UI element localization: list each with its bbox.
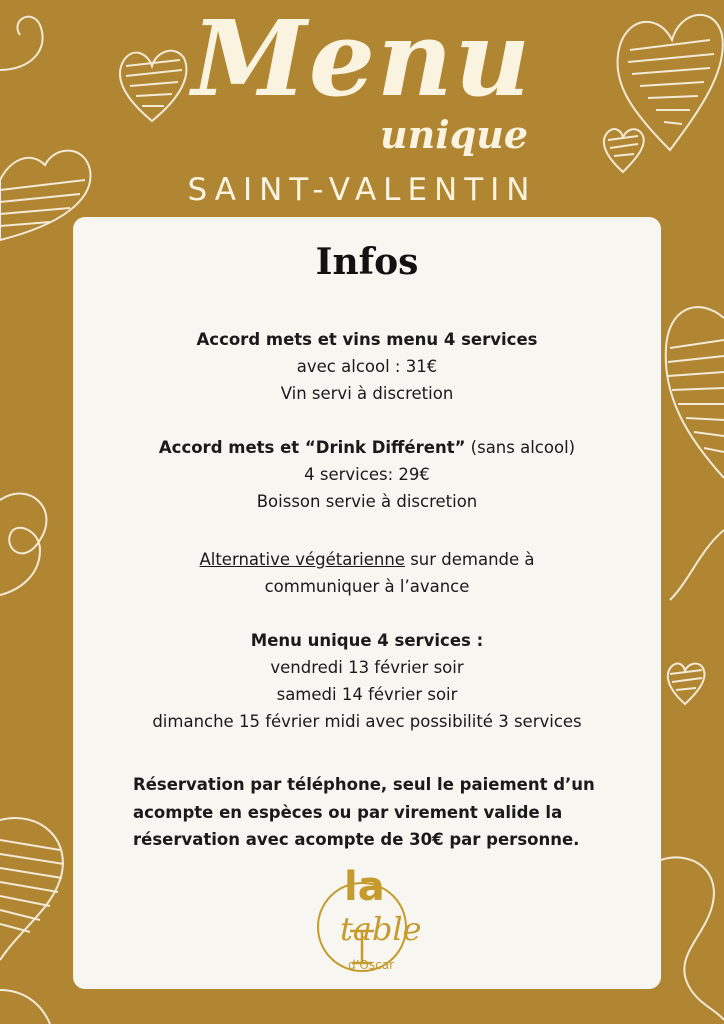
swirl-decoration-left (0, 480, 73, 600)
wine-pairing-note: Vin servi à discretion (280, 384, 454, 403)
drink-pairing-suffix: (sans alcool) (465, 438, 576, 457)
wine-pairing-heading: Accord mets et vins menu 4 services (196, 330, 538, 349)
menu-title: Menu (191, 0, 533, 120)
vegetarian-line (73, 546, 661, 573)
schedule-date: dimanche 15 février midi avec possibilité 3 services (152, 712, 582, 731)
wine-pairing-price: avec alcool : 31€ (296, 357, 438, 376)
drink-pairing-note: Boisson servie à discretion (256, 492, 478, 511)
vegetarian-section (73, 546, 661, 600)
reservation-text: Réservation par téléphone, seul le paiement d’un acompte en espèces ou par virement valide la réservation avec acompte de 30€ par personne. (133, 775, 595, 849)
vegetarian-line2: communiquer à l’avance (264, 577, 470, 596)
heart-decoration-small-top-right (598, 122, 648, 177)
heart-decoration-right (658, 288, 724, 488)
drink-pairing-section (73, 434, 661, 515)
vegetarian-link[interactable]: Alternative végétarienne (199, 550, 405, 569)
restaurant-logo (310, 865, 420, 981)
swirl-decoration-right (660, 520, 724, 610)
schedule-section (73, 627, 661, 735)
vegetarian-suffix: sur demande à (404, 550, 535, 569)
infos-title: Infos (315, 241, 419, 283)
info-card (73, 217, 661, 989)
heart-decoration-bottom-left (0, 800, 73, 1024)
wine-pairing-section (73, 326, 661, 407)
drink-pairing-heading: Accord mets et “Drink Différent” (158, 438, 466, 457)
logo-text-oscar: d’Oscar (348, 958, 395, 972)
swirl-decoration-bottom-right (661, 850, 724, 1024)
schedule-date: samedi 14 février soir (276, 685, 458, 704)
heart-decoration-small-right (662, 656, 708, 708)
schedule-heading: Menu unique 4 services : (250, 631, 484, 650)
event-title: SAINT-VALENTIN (187, 172, 537, 208)
logo-text-table: table (340, 910, 422, 948)
drink-pairing-heading-line (73, 434, 661, 461)
menu-subtitle: unique (380, 112, 529, 157)
schedule-date: vendredi 13 février soir (270, 658, 464, 677)
drink-pairing-price: 4 services: 29€ (304, 465, 430, 484)
logo-text-la: la (344, 864, 385, 910)
